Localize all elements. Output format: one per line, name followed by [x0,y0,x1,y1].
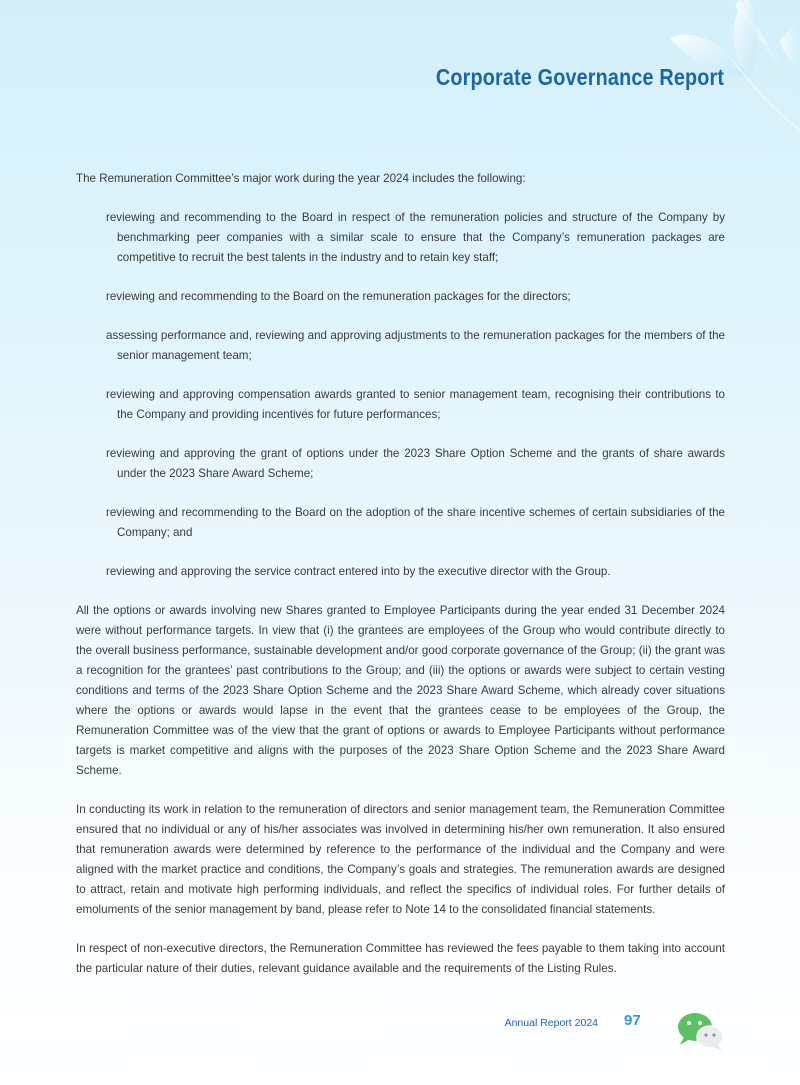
page-number: 97 [624,1012,641,1029]
list-item: reviewing and approving compensation awards granted to senior management team, recognising their contributions to the Company and providing incentives for future performances; [106,388,725,421]
report-body [76,169,725,998]
list-item: reviewing and recommending to the Board on the adoption of the share incentive schemes of certain subsidiaries of the Company; and [106,506,725,539]
page-title: Corporate Governance Report [435,64,724,90]
work-list [76,208,725,582]
list-item: reviewing and approving the grant of options under the 2023 Share Option Scheme and the grants of share awards under the 2023 Share Award Scheme; [106,447,725,480]
footer-label: Annual Report 2024 [504,1017,598,1029]
list-item: reviewing and approving the service contract entered into by the executive director with the Group. [106,565,611,578]
wechat-icon [676,1010,726,1052]
list-item: assessing performance and, reviewing and approving adjustments to the remuneration packages for the members of the senior management team; [106,329,725,362]
list-item: reviewing and recommending to the Board in respect of the remuneration policies and structure of the Company by benchmarking peer companies with a similar scale to ensure that the Company’s remuneration packages are competitive to recruit the best talents in the industry and to retain key staff; [106,211,725,264]
paragraph-remuneration-work: In conducting its work in relation to the remuneration of directors and senior management team, the Remuneration Committee ensured that no individual or any of his/her associates was involved in determining his/her own remuneration. It also ensured that remuneration awards were determined by reference to the performance of the individual and the Company and were aligned with the market practice and conditions, the Company’s goals and strategies. The remuneration awards are designed to attract, retain and motivate high performing individuals, and reflect the specifics of individual roles. For further details of emoluments of the senior management by band, please refer to Note 14 to the consolidated financial statements. [76,803,725,916]
paragraph-performance-targets: All the options or awards involving new Shares granted to Employee Participants during the year ended 31 December 2024 were without performance targets. In view that (i) the grantees are employees of the Group who would contribute directly to the overall business performance, sustainable development and/or good corporate governance of the Group; (ii) the grant was a recognition for the grantees’ past contributions to the Group; and (iii) the options or awards were subject to certain vesting conditions and terms of the 2023 Share Option Scheme and the 2023 Share Award Scheme, which already cover situations where the options or awards would lapse in the event that the grantees cease to be employees of the Group, the Remuneration Committee was of the view that the grant of options or awards to Employee Participants without performance targets is market competitive and aligns with the purposes of the 2023 Share Option Scheme and the 2023 Share Award Scheme. [76,604,725,777]
paragraph-non-executive-directors: In respect of non-executive directors, the Remuneration Committee has reviewed the fees payable to them taking into account the particular nature of their duties, relevant guidance available and the requirements of the Listing Rules. [76,942,725,975]
list-item: reviewing and recommending to the Board on the remuneration packages for the directors; [106,290,571,303]
intro-text: The Remuneration Committee’s major work during the year 2024 includes the following: [76,172,526,185]
